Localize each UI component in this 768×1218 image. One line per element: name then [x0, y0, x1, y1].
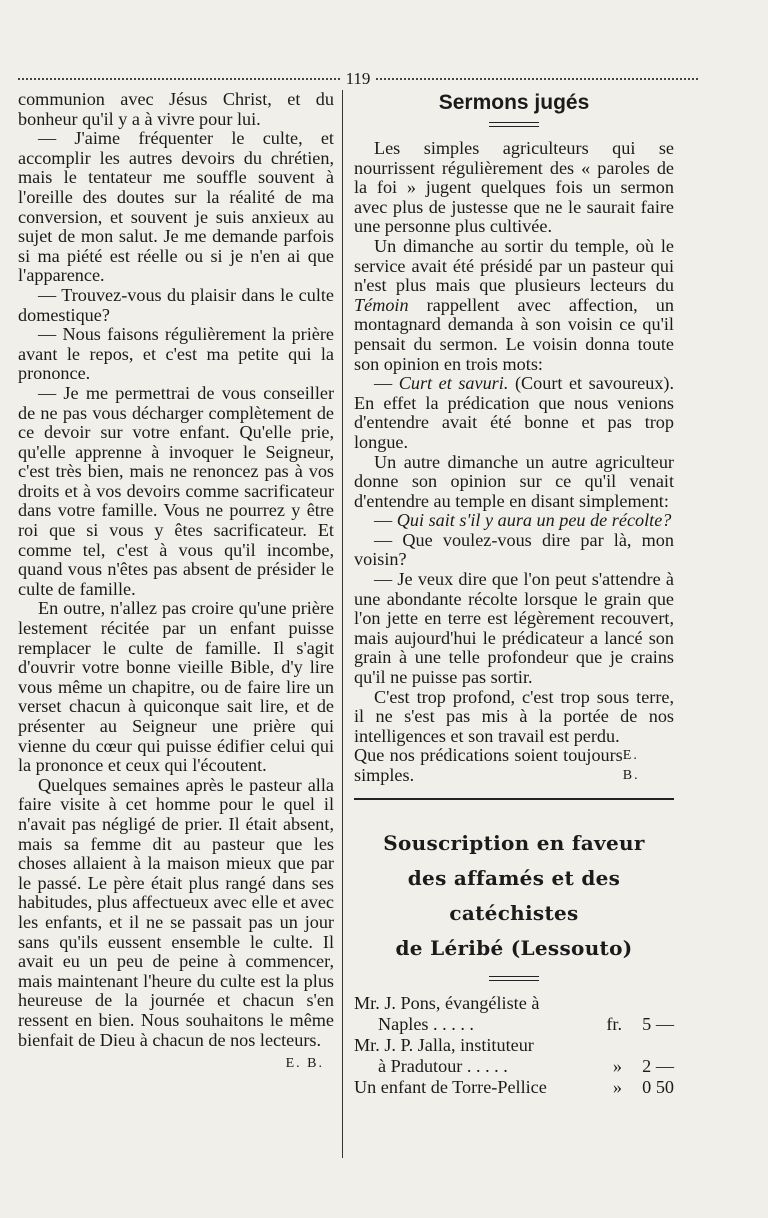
- author-signature: E. B.: [285, 1056, 324, 1072]
- subscription-title-line2: des affamés et des catéchistes: [407, 865, 621, 925]
- paragraph: En outre, n'allez pas croire qu'une prière lestement récitée par un enfant puisse remplacer le culte de famille. Il s'agit d'ouvrir votre bonne vieille Bible, d'y lire vous même un chapitre, ou de faire lire un verset chacun à quiconque sait lire, et de présenter au Seigneur une prière qui vienne du cœur qui puisse édifier celui qui la prononce et ceux qui l'écoutent.: [18, 598, 334, 776]
- entry-amount-row: [354, 1077, 674, 1098]
- entry-currency: »: [612, 1055, 622, 1076]
- entry-amount-row: [354, 1014, 674, 1035]
- author-signature: E. B.: [622, 748, 640, 783]
- journal-title: Témoin: [354, 294, 409, 315]
- paragraph: Les simples agriculteurs qui se nourrissent régulièrement des « paroles de la foi » jugent quelques fois un sermon avec plus de justesse que ne le saurait faire une personne plus cultivée.: [354, 138, 674, 237]
- entry-currency: fr.: [606, 1013, 622, 1034]
- subscription-title-line1: Souscription en faveur: [383, 830, 645, 855]
- entry-line: Naples . . . . .: [378, 1013, 474, 1034]
- paragraph-text: Un dimanche au sortir du temple, où le service avait été présidé par un pasteur qui n'est plus mais que plusieurs lecteurs du: [354, 235, 674, 296]
- right-column: [354, 90, 674, 1098]
- paragraph: C'est trop profond, c'est trop sous terre, il ne s'est pas mis à la portée de nos intelligences et son travail est perdu.: [354, 686, 674, 746]
- subscription-double-rule: [489, 976, 539, 981]
- paragraph: — Je veux dire que l'on peut s'attendre à une abondante récolte lorsque le grain que l'on jette en terre est légèrement recouvert, mais aujourd'hui le prédicateur a lancé son grain à une telle profondeur que je crains qu'il ne puisse pas sortir.: [354, 569, 674, 688]
- header-dotted-line-left: [18, 78, 340, 80]
- paragraph: — Qui sait s'il y aura un peu de récolte?: [374, 510, 672, 531]
- entry-amount: 2 —: [642, 1055, 674, 1076]
- subscription-list: [354, 993, 674, 1098]
- page-number: 119: [345, 69, 371, 88]
- entry-currency: »: [612, 1076, 622, 1097]
- entry-amount-row: [354, 1056, 674, 1077]
- subscription-entry: [354, 1035, 674, 1077]
- entry-amount: 5 —: [642, 1013, 674, 1034]
- paragraph: Un autre dimanche un autre agriculteur donne son opinion sur ce qu'il venait d'entendre au temple en disant simplement:: [354, 451, 674, 511]
- paragraph: — Nous faisons régulièrement la prière avant le repos, et c'est ma petite qui la prononce.: [18, 324, 334, 384]
- entry-line: à Pradutour . . . . .: [378, 1055, 508, 1076]
- paragraph-text: (Court et savoureux). En effet la prédication que nous venions d'entendre avait été bonne et pas trop longue.: [354, 373, 675, 452]
- quoted-question: Qui sait s'il y aura un peu de récolte?: [396, 510, 672, 531]
- paragraph-text: Que nos prédications soient toujours simples.: [354, 745, 623, 785]
- header-dotted-line-right: [376, 78, 698, 80]
- paragraph: — Trouvez-vous du plaisir dans le culte domestique?: [18, 284, 334, 325]
- paragraph: [354, 237, 674, 374]
- entry-line: Mr. J. P. Jalla, instituteur: [354, 1034, 534, 1055]
- page-header-rule: [18, 69, 698, 88]
- quoted-dialect: Curt et savuri.: [398, 373, 509, 394]
- heading-double-rule: [489, 122, 539, 127]
- subscription-title-line3: de Léribé (Lessouto): [395, 935, 633, 960]
- paragraph-with-signature: [354, 746, 674, 785]
- paragraph: — Curt et savuri. (Court et savoureux). En effet la prédication que nous venions d'entendre avait été bonne et pas trop longue.: [354, 373, 675, 452]
- left-column: [18, 90, 334, 1074]
- paragraph: — J'aime fréquenter le culte, et accomplir les autres devoirs du chrétien, mais le tentateur me souffle souvent à l'oreille des doutes sur la réalité de ma conversion, et souvent je suis anxieux au sujet de mon salut. Je me demande parfois si ma piété est réelle ou si je n'en ai que l'apparence.: [18, 128, 334, 286]
- entry-amount: 0 50: [642, 1076, 674, 1097]
- paragraph: communion avec Jésus Christ, et du bonheur qu'il y a à vivre pour lui.: [18, 89, 334, 129]
- subscription-entry: [354, 993, 674, 1035]
- paragraph-text: rappellent avec affection, un montagnard demanda à son voisin ce qu'il pensait du sermon. Le voisin donna toute son opinion en trois mots:: [354, 294, 674, 374]
- subscription-entry: [354, 1077, 674, 1098]
- entry-line: Mr. J. Pons, évangéliste à: [354, 992, 540, 1013]
- paragraph: Quelques semaines après le pasteur alla faire visite à cet homme pour le quel il n'avait pas négligé de prier. Il était absent, mais sa femme dit au pasteur que les choses allaient à la maison mieux que par le passé. Le père était plus rangé dans ses habitudes, plus affectueux avec elle et avec les enfants, et il ne se passait pas un jour sans qu'ils eussent ensemble le culte. Il avait eu un peu de peine à commencer, mais maintenant l'heure du culte est la plus heureuse de la journée et chacun s'en ressent en bien. Nous souhaitons le même bienfait de Dieu à chacun de nos lecteurs.: [18, 774, 334, 1050]
- paragraph: — Que voulez-vous dire par là, mon voisin?: [354, 529, 674, 570]
- article-heading: Sermons jugés: [438, 91, 590, 114]
- column-divider: [342, 90, 343, 1158]
- paragraph: — Je me permettrai de vous conseiller de ne pas vous décharger complètement de ce devoir sur votre enfant. Qu'elle prie, qu'elle apprenne à invoquer le Seigneur, c'est très bien, mais ne renoncez pas à vos droits et à vos devoirs comme sacrificateur dans votre famille. Vous ne pourrez y être roi que si vous y êtes sacrificateur. Et comme tel, c'est à vous qu'il incombe, quand vous n'êtes pas absent de présider le culte de famille.: [18, 382, 334, 599]
- section-rule: [354, 798, 674, 800]
- entry-line: Un enfant de Torre-Pellice: [354, 1076, 547, 1097]
